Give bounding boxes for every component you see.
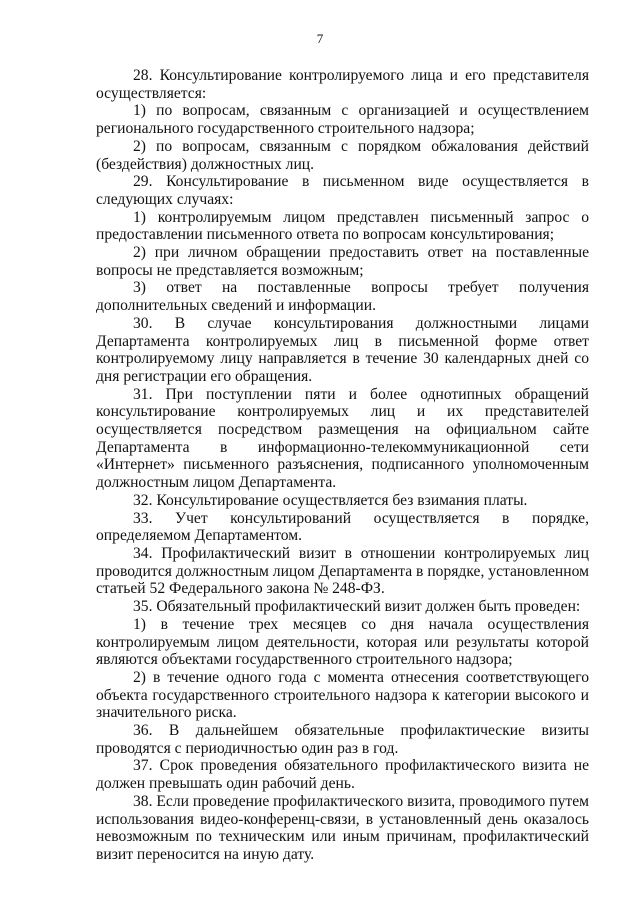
paragraph-34: 34. Профилактический визит в отношении контролируемых лиц проводится должностным лицом Департамента в порядке, установленном статьей 52 Федерального закона № 248-ФЗ.	[96, 544, 589, 598]
paragraph-29-item-1: 1) контролируемым лицом представлен письменный запрос о предоставлении письменного ответа по вопросам консультирования;	[96, 208, 589, 244]
document-body	[96, 67, 589, 864]
paragraph-30: 30. В случае консультирования должностными лицами Департамента контролируемых лиц в письменной форме ответ контролируемому лицу направляется в течение 30 календарных дней со дня регистрации его обращения.	[96, 314, 589, 385]
paragraph-29-item-3: 3) ответ на поставленные вопросы требует получения дополнительных сведений и информации.	[96, 279, 589, 315]
paragraph-36: 36. В дальнейшем обязательные профилактические визиты проводятся с периодичностью один раз в год.	[96, 722, 589, 757]
paragraph-29-item-2: 2) при личном обращении предоставить ответ на поставленные вопросы не представляется возможным;	[96, 244, 589, 279]
paragraph-37: 37. Срок проведения обязательного профилактического визита не должен превышать один рабочий день.	[96, 757, 589, 793]
paragraph-31: 31. При поступлении пяти и более однотипных обращений консультирование контролируемых лиц и их представителей осуществляется посредством размещения на официальном сайте Департамента в информационно-телекоммуникационной сети «Интернет» письменного разъяснения, подписанного уполномоченным должностным лицом Департамента.	[96, 385, 589, 492]
paragraph-33: 33. Учет консультирований осуществляется в порядке, определяемом Департаментом.	[96, 509, 589, 545]
paragraph-32: 32. Консультирование осуществляется без взимания платы.	[133, 491, 528, 509]
paragraph-29: 29. Консультирование в письменном виде осуществляется в следующих случаях:	[96, 173, 589, 208]
paragraph-35-item-1: 1) в течение трех месяцев со дня начала осуществления контролируемым лицом деятельности, которая или результаты которой являются объектами государственного строительного надзора;	[96, 615, 589, 669]
paragraph-35-item-2: 2) в течение одного года с момента отнесения соответствующего объекта государственного строительного надзора к категории высокого и значительного риска.	[96, 668, 589, 722]
paragraph-35: 35. Обязательный профилактический визит должен быть проведен:	[133, 598, 581, 616]
paragraph-28: 28. Консультирование контролируемого лица и его представителя осуществляется:	[96, 67, 589, 102]
paragraph-28-item-2: 2) по вопросам, связанным с порядком обжалования действий (бездействия) должностных лиц.	[96, 137, 589, 173]
paragraph-28-item-1: 1) по вопросам, связанным с организацией и осуществлением регионального государственного строительного надзора;	[96, 102, 589, 138]
page-number: 7	[316, 31, 324, 46]
paragraph-38: 38. Если проведение профилактического визита, проводимого путем использования видео-конференц-связи, в установленный день оказалось невозможным по техническим или иным причинам, профилактический визит переносится на иную дату.	[96, 792, 590, 863]
